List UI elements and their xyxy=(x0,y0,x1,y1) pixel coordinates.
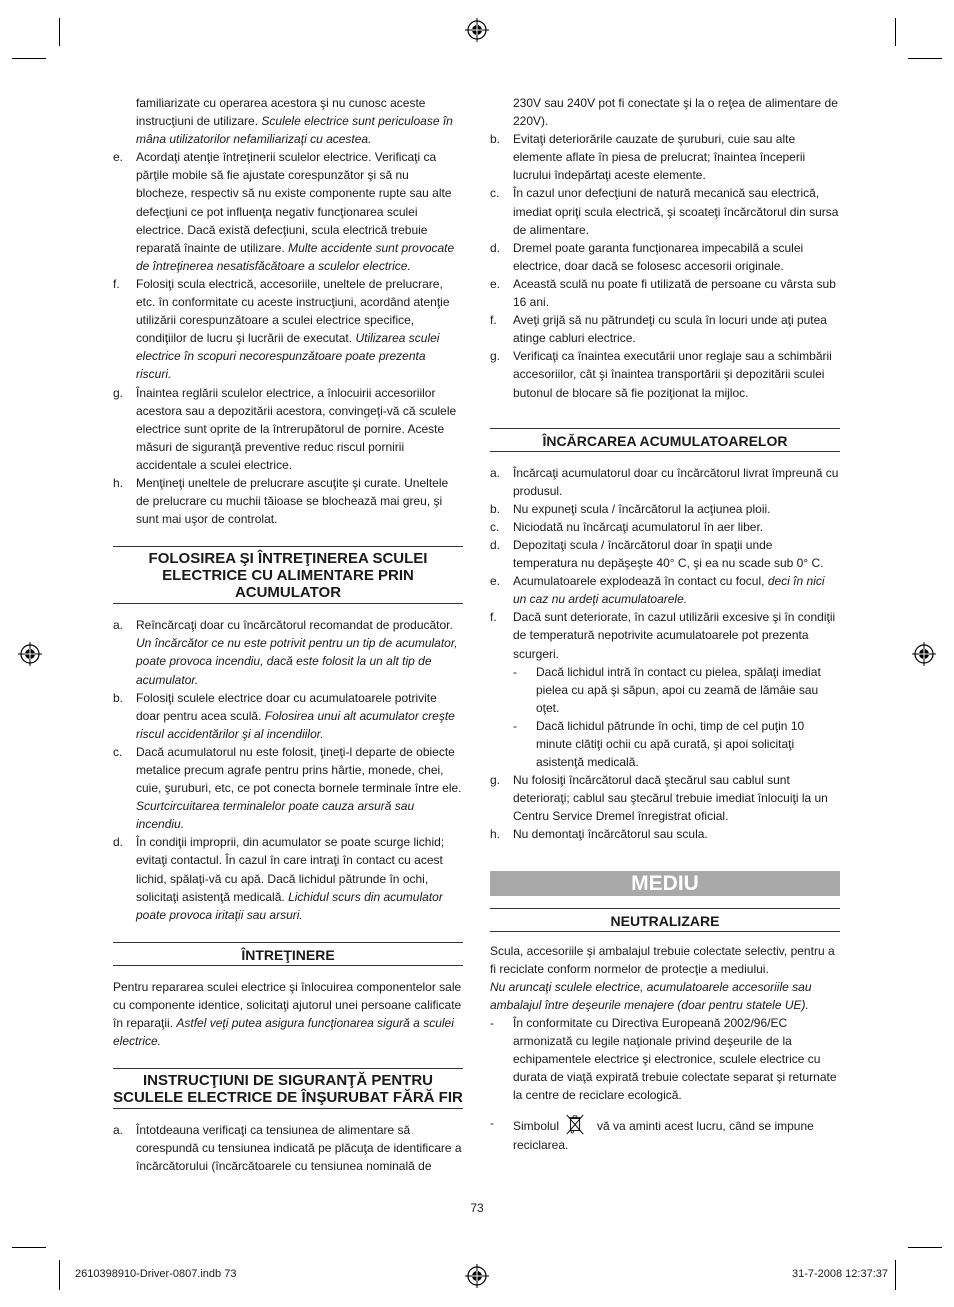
section-heading-disposal: NEUTRALIZARE xyxy=(490,908,840,932)
list-body: Nu expuneţi scula / încărcătorul la acţiunea ploii. xyxy=(513,501,771,516)
list-item xyxy=(490,464,840,500)
list-note: Sculele electrice sunt periculoase în mâna utilizatorilor nefamiliarizaţi cu acestea. xyxy=(136,114,453,147)
list-item xyxy=(490,239,840,275)
list-item xyxy=(490,130,840,184)
crop-mark xyxy=(895,1260,896,1290)
list-text xyxy=(513,572,840,608)
list-text xyxy=(513,771,840,825)
list-body: Dacă sunt deteriorate, în cazul utilizării excesive şi în condiţii de temperatură nepotrivite acumulatoarele pot prezenta scurgeri. xyxy=(513,610,836,661)
list-label: d. xyxy=(490,240,501,255)
disposal-text: Scula, accesoriile şi ambalajul trebuie colectate selectiv, pentru a fi reciclate conform normelor de protecţie a mediului. xyxy=(490,943,835,976)
list-text xyxy=(513,464,840,500)
crossed-out-wheelie-bin-icon xyxy=(565,1114,585,1136)
list-note: Lichidul scurs din acumulator poate provoca iritaţii sau arsuri. xyxy=(136,889,443,922)
list-label: e. xyxy=(490,574,501,589)
list-text xyxy=(513,239,840,275)
list-label: d. xyxy=(113,835,124,850)
list-body: Folosiţi sculele electrice doar cu acumulatoarele potrivite doar pentru acea sculă. xyxy=(136,690,437,723)
list-body: Nu demontaţi încărcătorul sau scula. xyxy=(513,827,708,842)
registration-mark-icon xyxy=(18,642,42,666)
list-item xyxy=(113,833,463,923)
footer-timestamp: 31-7-2008 12:37:37 xyxy=(791,1268,888,1280)
page-number: 73 xyxy=(470,1201,484,1215)
list-bullet: - xyxy=(490,1015,494,1030)
list-body: Menţineţi uneltele de prelucrare ascuţite şi curate. Uneltele de prelucrare cu muchii tăioase se blochează mai greu, şi sunt mai uşor de controlat. xyxy=(136,475,449,527)
list-body: Niciodată nu încărcaţi acumulatorul în aer liber. xyxy=(513,519,764,534)
list-body: Întotdeauna verificaţi ca tensiunea de alimentare să corespundă cu tensiunea indicată pe plăcuţa de identificare a încărcătorului (încărcătoarele cu tensiunea nominală de xyxy=(136,1123,462,1174)
cordless-safety-list-continued xyxy=(490,94,840,402)
list-bullet: - xyxy=(490,1116,494,1131)
list-body: familiarizate cu operarea acestora şi nu cunosc aceste instrucţiuni de utilizare. xyxy=(136,96,426,129)
list-text xyxy=(136,474,463,528)
right-column xyxy=(490,94,840,1155)
list-text xyxy=(513,536,840,572)
list-item xyxy=(113,616,463,688)
list-note: Multe accidente sunt provocate de întreţinerea nesatisfăcătoare a sculelor electrice. xyxy=(136,240,455,273)
list-text xyxy=(136,275,463,384)
list-item xyxy=(113,689,463,743)
list-body: Încărcaţi acumulatorul doar cu încărcătorul livrat împreună cu produsul. xyxy=(513,465,839,498)
crop-mark xyxy=(895,18,896,46)
list-text xyxy=(136,1121,463,1175)
list-text xyxy=(513,275,840,311)
list-body: Dremel poate garanta funcţionarea impecabilă a sculei electrice, doar dacă se folosesc accesorii originale. xyxy=(513,240,804,273)
list-item xyxy=(490,518,840,536)
list-body: În condiţii improprii, din acumulator se poate scurge lichid; evitaţi contactul. În cazul în care intraţi în contact cu acest lichid, spălaţi-vă cu apă. Dacă lichidul pătrunde în ochi, solicitaţi asistenţă medicală. xyxy=(136,835,445,904)
crop-mark xyxy=(12,1247,46,1248)
sublist-bullet: - xyxy=(513,664,517,679)
list-text xyxy=(136,148,463,275)
section-heading-battery-tool-use: FOLOSIREA ŞI ÎNTREŢINEREA SCULEI ELECTRICE CU ALIMENTARE PRIN ACUMULATOR xyxy=(113,546,463,604)
list-item xyxy=(490,572,840,608)
list-label: b. xyxy=(490,132,501,147)
list-label: f. xyxy=(113,276,120,291)
list-body: Înaintea reglării sculelor electrice, a înlocuirii accesoriilor acestora sau a depozitării acestora, convingeţi-vă că sculele electrice sunt oprite de la întrerupătorul de pornire. Aceste măsuri de siguranţă preventive reduc riscul pornirii accidentale a sculei electrice. xyxy=(136,385,457,472)
charging-list xyxy=(490,464,840,663)
maintenance-text: Pentru repararea sculei electrice şi înlocuirea componentelor sale cu componente identice, solicitaţi ajutorul unei persoane calificate în reparaţii. xyxy=(113,979,462,1031)
list-item xyxy=(113,474,463,528)
sublist-bullet: - xyxy=(513,718,517,733)
list-item xyxy=(113,1121,463,1175)
list-item xyxy=(490,347,840,401)
list-item xyxy=(490,94,840,130)
list-body: În cazul unor defecţiuni de natură mecanică sau electrică, imediat opriţi scula electrică, şi scoateţi încărcătorul din sursa de alimentare. xyxy=(513,186,839,237)
section-heading-cordless-screwdriver-safety: INSTRUCŢIUNI DE SIGURANŢĂ PENTRU SCULELE ELECTRICE DE ÎNŞURUBAT FĂRĂ FIR xyxy=(113,1068,463,1109)
list-item xyxy=(113,275,463,384)
list-label: c. xyxy=(113,744,123,759)
list-note: deci în nici un caz nu ardeţi acumulatoarele. xyxy=(513,574,825,607)
list-body: Evitaţi deteriorările cauzate de şuruburi, cuie sau alte elemente aflate în piesa de prelucrat; înaintea începerii lucrului îndepărtaţi aceste elemente. xyxy=(513,132,806,183)
disposal-paragraph xyxy=(490,942,840,1014)
list-note: Utilizarea sculei electrice în scopuri necorespunzătoare poate prezenta riscuri. xyxy=(136,331,440,382)
list-label xyxy=(490,94,513,130)
list-body: Depozitaţi scula / încărcătorul doar în spaţii unde temperatura nu depăşeşte 40° C, şi ea nu scade sub 0° C. xyxy=(513,537,824,571)
list-body: Acordaţi atenţie întreţinerii sculelor electrice. Verificaţi ca părţile mobile să fie ajustate corespunzător şi să nu blocheze, respectiv să nu existe componente rupte sau alte defecţiuni ce pot influenţa negativ funcţionarea sculei electrice. Dacă există defecţiuni, scula electrică trebuie reparată înainte de utilizare. xyxy=(136,150,452,255)
list-text xyxy=(513,518,840,536)
section-heading-battery-charging: ÎNCĂRCAREA ACUMULATOARELOR xyxy=(490,428,840,452)
list-text xyxy=(136,384,463,474)
list-label: e. xyxy=(490,276,501,291)
crop-mark xyxy=(12,58,46,59)
list-body: Această sculă nu poate fi utilizată de persoane cu vârsta sub 16 ani. xyxy=(513,276,836,310)
list-item xyxy=(490,825,840,843)
list-item xyxy=(490,311,840,347)
list-label xyxy=(113,94,136,148)
maintenance-paragraph xyxy=(113,978,463,1050)
sublist-item xyxy=(513,717,840,771)
list-label: b. xyxy=(490,501,501,516)
cordless-safety-list xyxy=(113,1121,463,1175)
list-item xyxy=(490,1114,840,1154)
list-note: Un încărcător ce nu este potrivit pentru un tip de acumulator, poate provoca incendiu, dacă este folosit la un alt tip de acumulator. xyxy=(136,636,458,687)
list-body: Nu folosiţi încărcătorul dacă ştecărul sau cablul sunt deterioraţi; cablul sau ştecărul trebuie imediat înlocuiţi la un Centru Service Dremel înregistrat oficial. xyxy=(513,773,828,824)
disposal-note: Nu aruncaţi sculele electrice, acumulatoarele accesoriile sau ambalajul între deşeurile menajere (doar pentru statele UE). xyxy=(490,979,812,1012)
list-text xyxy=(513,184,840,238)
registration-mark-icon xyxy=(465,18,489,42)
section-heading-environment: MEDIU xyxy=(490,871,840,896)
list-label: h. xyxy=(490,827,501,842)
list-item xyxy=(113,743,463,833)
list-text xyxy=(136,743,463,833)
battery-tool-list xyxy=(113,616,463,924)
crop-mark xyxy=(59,1260,60,1290)
section-heading-maintenance: ÎNTREŢINERE xyxy=(113,942,463,966)
list-label: c. xyxy=(490,519,500,534)
list-body: Verificaţi ca înaintea executării unor reglaje sau a schimbării accesoriilor, cât şi înaintea transportării şi depozitării sculei butonul de blocare să fie poziţionat la mijloc. xyxy=(513,349,832,400)
list-text xyxy=(513,94,840,130)
symbol-text-before: Simbolul xyxy=(513,1119,560,1134)
list-body: Dacă acumulatorul nu este folosit, ţineţi-l departe de obiecte metalice precum agrafe pentru prins hârtie, monede, chei, cuie, şuruburi, etc, ce pot conecta bornele terminale între ele. xyxy=(136,744,462,796)
charging-list-tail xyxy=(490,771,840,843)
list-item xyxy=(490,275,840,311)
list-body: Acumulatoarele explodează în contact cu focul, xyxy=(513,574,768,589)
charging-sublist xyxy=(490,663,840,772)
list-text: În conformitate cu Directiva Europeană 2002/96/EC armonizată cu legile naţionale privind deşeurile de la echipamentele electrice şi electronice, sculele electrice cu durata de viaţă expirată trebuie colectate separat şi returnate la centre de reciclare ecologică. xyxy=(513,1015,837,1103)
list-item xyxy=(490,608,840,662)
crop-mark xyxy=(908,58,942,59)
list-label: c. xyxy=(490,186,500,201)
list-label: d. xyxy=(490,537,501,552)
registration-mark-icon xyxy=(912,642,936,666)
list-label: f. xyxy=(490,610,497,625)
maintenance-note: Astfel veţi putea asigura funcţionarea sigură a sculei electrice. xyxy=(113,1016,454,1049)
list-label: a. xyxy=(113,618,124,633)
registration-mark-icon xyxy=(465,1264,489,1288)
list-label: e. xyxy=(113,150,124,165)
sublist-text: Dacă lichidul pătrunde în ochi, timp de cel puţin 10 minute clătiţi ochii cu apă curată, şi apoi solicitaţi asistenţă medicală. xyxy=(536,718,805,770)
list-text xyxy=(513,1114,840,1154)
list-item xyxy=(113,94,463,148)
symbol-text-after: vă va aminti acest lucru, când se impune reciclarea. xyxy=(513,1119,814,1153)
list-item xyxy=(490,1014,840,1104)
list-item xyxy=(490,536,840,572)
crop-mark xyxy=(59,18,60,46)
list-item xyxy=(490,500,840,518)
sublist-item xyxy=(513,663,840,717)
list-note: Folosirea unui alt acumulator creşte riscul accidentărilor şi al incendiilor. xyxy=(136,708,455,741)
list-text xyxy=(513,500,840,518)
list-text xyxy=(513,825,840,843)
list-label: b. xyxy=(113,690,124,705)
list-text xyxy=(513,130,840,184)
list-text xyxy=(513,608,840,662)
list-label: g. xyxy=(490,773,501,788)
list-item xyxy=(113,384,463,474)
list-label: a. xyxy=(490,465,501,480)
list-body: Folosiţi scula electrică, accesoriile, uneltele de prelucrare, etc. în conformitate cu aceste instrucţiuni, acordând atenţie utilizării corespunzătoare a sculei electrice specifice, condiţiilor de lucru şi lucrării de executat. xyxy=(136,276,450,346)
left-column xyxy=(113,94,463,1176)
list-label: h. xyxy=(113,475,124,490)
list-item xyxy=(490,184,840,238)
intro-list xyxy=(113,94,463,528)
list-text xyxy=(136,616,463,688)
list-label: g. xyxy=(113,385,124,400)
sublist-text: Dacă lichidul intră în contact cu pielea, spălaţi imediat pielea cu apă şi săpun, apoi cu zeamă de lămâie sau oţet. xyxy=(536,664,821,715)
list-text xyxy=(513,311,840,347)
list-label: f. xyxy=(490,313,497,328)
list-note: Scurtcircuitarea terminalelor poate cauza arsură sau incendiu. xyxy=(136,799,415,832)
list-text xyxy=(136,689,463,743)
list-text xyxy=(136,94,463,148)
list-label: g. xyxy=(490,349,501,364)
list-body: Aveţi grijă să nu pătrundeţi cu scula în locuri unde aţi putea atinge cabluri electrice. xyxy=(513,313,827,346)
list-text xyxy=(136,833,463,923)
list-body: 230V sau 240V pot fi conectate şi la o reţea de alimentare de 220V). xyxy=(513,96,838,129)
list-text xyxy=(513,347,840,401)
list-body: Reîncărcaţi doar cu încărcătorul recomandat de producător. xyxy=(136,618,453,633)
crop-mark xyxy=(908,1247,942,1248)
list-item xyxy=(113,148,463,275)
footer-file-name: 2610398910-Driver-0807.indb 73 xyxy=(75,1268,237,1280)
list-label: a. xyxy=(113,1123,124,1138)
list-item xyxy=(490,771,840,825)
